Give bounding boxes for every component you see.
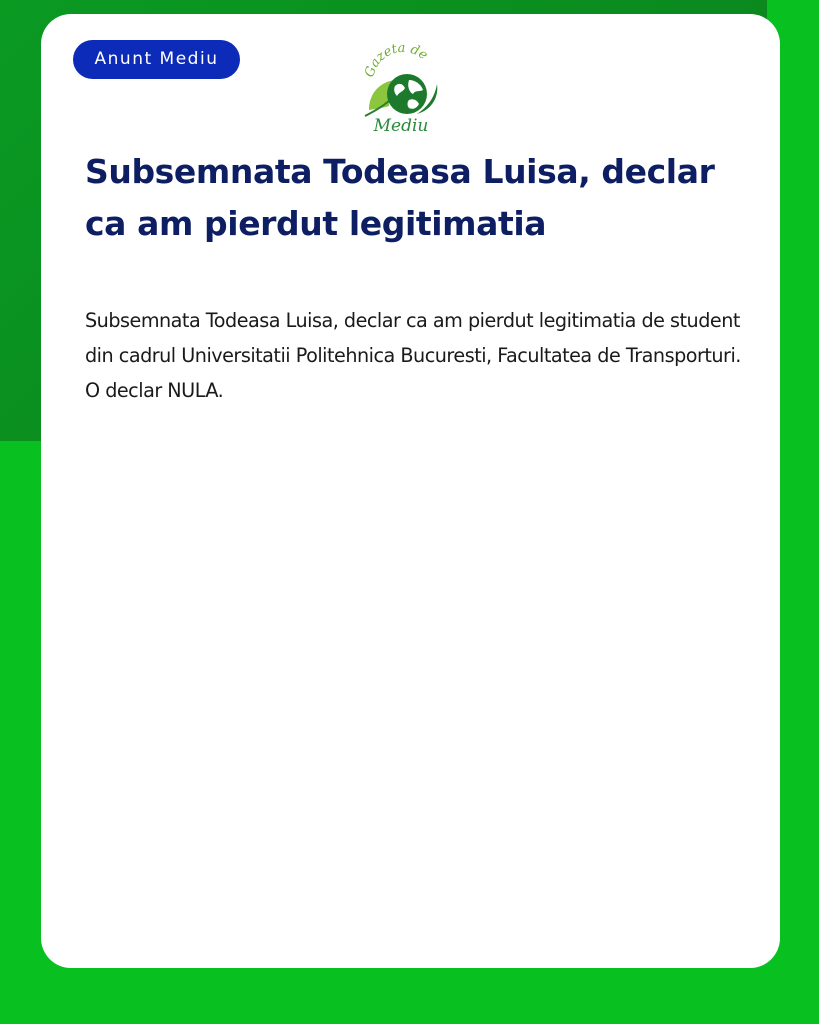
svg-text:Gazeta de bbox=[362, 41, 430, 79]
logo-text-top: Gazeta de bbox=[362, 40, 431, 80]
globe-leaf-icon bbox=[359, 40, 445, 132]
gazeta-de-mediu-logo bbox=[359, 40, 445, 132]
logo-text-bottom: Mediu bbox=[373, 116, 429, 132]
announcement-body: Subsemnata Todeasa Luisa, declar ca am pierdut legitimatia de student din cadrul Universitatii Politehnica Bucuresti, Facultatea de Transporturi. O declar NULA. bbox=[85, 309, 741, 402]
category-badge[interactable]: Anunt Mediu bbox=[73, 40, 240, 79]
announcement-card bbox=[41, 14, 780, 968]
announcement-title: Subsemnata Todeasa Luisa, declar ca am pierdut legitimatia bbox=[85, 152, 715, 243]
